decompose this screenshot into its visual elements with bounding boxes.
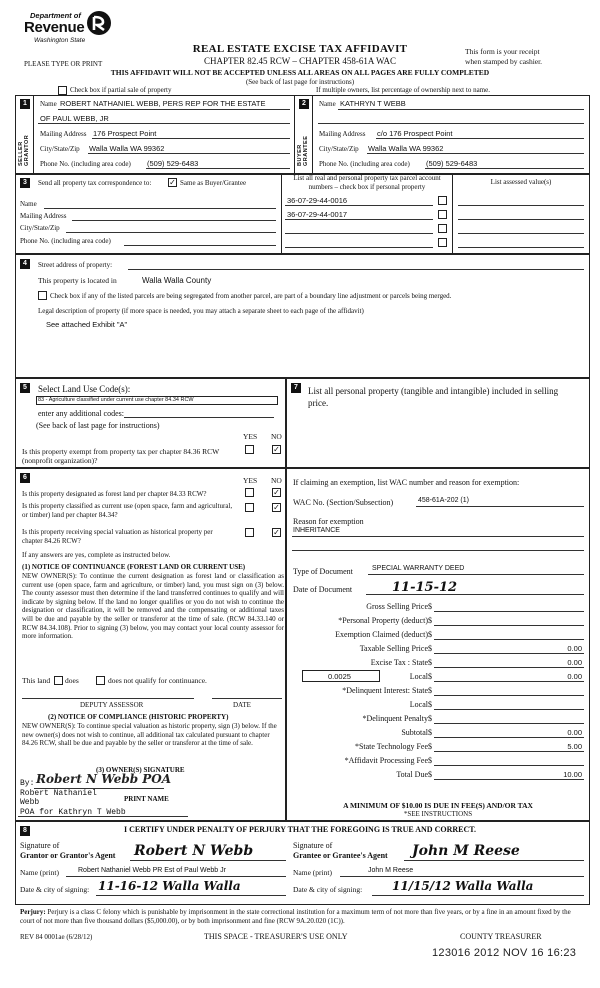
dollar-sign: $ bbox=[428, 714, 432, 723]
section-1-number: 1 bbox=[20, 99, 30, 109]
dollar-sign: $ bbox=[428, 602, 432, 611]
calc-row bbox=[292, 768, 586, 782]
perjury-label: Perjury: bbox=[20, 908, 46, 916]
land-use-code: 83 - Agriculture classified under current use chapter 84.34 RCW bbox=[38, 397, 194, 403]
grantor-name[interactable]: Robert Nathaniel Webb PR Est of Paul Webb Jr bbox=[78, 867, 226, 874]
county[interactable]: Walla Walla County bbox=[142, 276, 212, 285]
dollar-sign: $ bbox=[428, 644, 432, 653]
notice-2-title: (2) NOTICE OF COMPLIANCE (HISTORIC PROPERTY) bbox=[48, 713, 229, 721]
print-name-2: Webb bbox=[20, 798, 40, 807]
section-8-number: 8 bbox=[20, 826, 30, 836]
exempt-yes-checkbox[interactable] bbox=[245, 445, 254, 454]
corr-phone-label: Phone No. (including area code) bbox=[20, 237, 111, 245]
partial-sale-label: Check box if partial sale of property bbox=[70, 86, 172, 94]
exempt-no-checkbox[interactable]: ✓ bbox=[273, 445, 280, 454]
does-not-label: does not qualify for continuance. bbox=[108, 676, 207, 685]
calc-label: *Delinquent Penalty bbox=[362, 714, 428, 723]
certify-text: I CERTIFY UNDER PENALTY OF PERJURY THAT THE FOREGOING IS TRUE AND CORRECT. bbox=[123, 825, 476, 834]
form-title: REAL ESTATE EXCISE TAX AFFIDAVIT bbox=[192, 43, 408, 55]
perjury-block bbox=[20, 908, 586, 925]
calc-label: Local bbox=[409, 672, 428, 681]
grantee-sig-label-2: Grantee or Grantee's Agent bbox=[293, 851, 388, 860]
calc-row bbox=[292, 642, 586, 656]
section-6-number: 6 bbox=[20, 473, 30, 483]
section-5-number: 5 bbox=[20, 383, 30, 393]
legal-value[interactable]: See attached Exhibit "A" bbox=[46, 320, 128, 329]
seller-name-2[interactable]: OF PAUL WEBB, JR bbox=[40, 114, 109, 123]
grantee-signature[interactable]: John M Reese bbox=[412, 843, 520, 859]
section-3-number: 3 bbox=[20, 178, 30, 188]
calc-row bbox=[292, 670, 586, 684]
current-use-yes-checkbox[interactable] bbox=[245, 503, 254, 512]
calc-label: *Affidavit Processing Fee bbox=[344, 756, 428, 765]
minimum-note: A MINIMUM OF $10.00 IS DUE IN FEE(S) AND/OR TAX bbox=[343, 801, 533, 810]
perjury-text: Perjury is a class C felony which is punishable by imprisonment in the state correctional institution for a maximum term of not more than five years, or by a fine in an amount fixed by the court of not more than five thousand dollars ($5,000.00), or by both imprisonment and fine (RCW 9A.20.020 (1C)). bbox=[20, 908, 571, 925]
local-rate: 0.0025 bbox=[328, 672, 351, 681]
print-name-3: POA for Kathryn T Webb bbox=[20, 808, 126, 817]
corr-name-label: Name bbox=[20, 200, 37, 208]
parcel-2-checkbox[interactable] bbox=[438, 210, 447, 219]
exempt-question: Is this property exempt from property tax per chapter 84.36 RCW (nonprofit organization)? bbox=[22, 447, 220, 465]
current-use-question: Is this property classified as current use (open space, farm and agricultural, or timber) land per chapter 84.34? bbox=[22, 502, 233, 519]
if-yes-note: If any answers are yes, complete as instructed below. bbox=[22, 551, 171, 559]
buyer-side-label: BUYER GRANTEE bbox=[297, 135, 309, 166]
buyer-phone-label: Phone No. (including area code) bbox=[319, 160, 410, 168]
forest-yes-checkbox[interactable] bbox=[245, 488, 254, 497]
deputy-assessor-label: DEPUTY ASSESSOR bbox=[80, 701, 144, 709]
historic-yes-checkbox[interactable] bbox=[245, 528, 254, 537]
parcel-4-checkbox[interactable] bbox=[438, 238, 447, 247]
calc-label: *Delinquent Interest: State bbox=[342, 686, 428, 695]
calc-value[interactable]: 0.00 bbox=[567, 644, 582, 653]
legal-label: Legal description of property (if more space is needed, you may attach a separate sheet to each page of the affidavit) bbox=[38, 307, 364, 315]
parcel-3-checkbox[interactable] bbox=[438, 224, 447, 233]
does-label: does bbox=[65, 676, 79, 685]
print-name-label: PRINT NAME bbox=[124, 795, 169, 803]
doc-type-value[interactable]: SPECIAL WARRANTY DEED bbox=[372, 565, 465, 572]
personal-property-text: List all personal property (tangible and intangible) included in selling price. bbox=[308, 386, 559, 408]
logo-line-3: Washington State bbox=[34, 37, 86, 44]
notice-1-text: NEW OWNER(S): To continue the current designation as forest land or classification as current use (open space, farm and agriculture, or timber) land, you must sign on (3) below. The county assessor must then determine if the land transferred continues to qualify and will indicate by signing below. If the land no longer qualifies or you do not wish to continue the designation or classification, it will be removed and the compensating or additional taxes will be due and payable by the seller or transferor at the time of sale. (RCW 84.33.140 or RCW 84.34.108). Prior to signing (3) below, you may contact your local county assessor for more information. bbox=[22, 572, 284, 641]
dollar-sign: $ bbox=[428, 700, 432, 709]
seller-mailing[interactable]: 176 Prospect Point bbox=[93, 129, 157, 138]
form-subtitle: CHAPTER 82.45 RCW – CHAPTER 458-61A WAC bbox=[204, 56, 396, 66]
grantee-name-label: Name (print) bbox=[293, 868, 332, 877]
receipt-note-2: when stamped by cashier. bbox=[465, 57, 543, 66]
calc-row bbox=[292, 656, 586, 670]
logo-line-1: Department of bbox=[30, 11, 81, 20]
reason-label: Reason for exemption bbox=[293, 517, 364, 526]
buyer-phone[interactable]: (509) 529-6483 bbox=[426, 159, 478, 168]
notice-1-title: (1) NOTICE OF CONTINUANCE (FOREST LAND OR CURRENT USE) bbox=[22, 563, 246, 571]
historic-no-checkbox[interactable]: ✓ bbox=[273, 528, 280, 537]
by-label: By: bbox=[20, 779, 35, 788]
print-name-1: Robert Nathaniel bbox=[20, 789, 97, 798]
form-revision: REV 84 0001ae (6/28/12) bbox=[20, 933, 93, 941]
section-4-box bbox=[15, 254, 590, 378]
street-label: Street address of property: bbox=[38, 261, 113, 269]
dollar-sign: $ bbox=[428, 742, 432, 751]
calc-row bbox=[292, 684, 586, 698]
warning-text: THIS AFFIDAVIT WILL NOT BE ACCEPTED UNLESS ALL AREAS ON ALL PAGES ARE FULLY COMPLETED bbox=[110, 68, 490, 77]
multiple-owners-note: If multiple owners, list percentage of ownership next to name. bbox=[316, 86, 490, 94]
reason-value[interactable]: INHERITANCE bbox=[293, 527, 340, 534]
s6-yes-header: YES bbox=[243, 476, 258, 485]
does-checkbox[interactable] bbox=[54, 676, 63, 685]
parcel-1-checkbox[interactable] bbox=[438, 196, 447, 205]
grantor-date-label: Date & city of signing: bbox=[20, 885, 90, 894]
does-not-checkbox[interactable] bbox=[96, 676, 105, 685]
calc-row bbox=[292, 754, 586, 768]
historic-question: Is this property receiving special valuation as historical property per chapter 84.26 RCW? bbox=[22, 528, 213, 545]
notice-2-text: NEW OWNER(S): To continue special valuation as historic property, sign (3) below. If the new owner(s) does not wish to continue, all additional tax calculated pursuant to chapter 84.26 RCW, shall be due and payable by the seller or transferor at the time of sale. bbox=[22, 722, 277, 748]
logo-line-2: Revenue bbox=[24, 19, 85, 36]
calc-label: Taxable Selling Price bbox=[359, 644, 428, 653]
calc-label: Excise Tax : State bbox=[370, 658, 428, 667]
calc-value[interactable]: 0.00 bbox=[567, 658, 582, 667]
see-instructions: *SEE INSTRUCTIONS bbox=[403, 810, 473, 818]
dollar-sign: $ bbox=[428, 616, 432, 625]
buyer-city[interactable]: Walla Walla WA 99362 bbox=[368, 144, 444, 153]
calc-label: Subtotal bbox=[401, 728, 428, 737]
seller-side-label: SELLER GRANTOR bbox=[18, 134, 30, 166]
dollar-sign: $ bbox=[428, 686, 432, 695]
corr-mailing-label: Mailing Address bbox=[20, 212, 67, 220]
assessed-header: List assessed value(s) bbox=[490, 178, 552, 186]
additional-codes-label: enter any additional codes: bbox=[38, 409, 124, 418]
owner-signature[interactable]: Robert N Webb POA bbox=[36, 772, 172, 786]
buyer-mailing[interactable]: c/o 176 Prospect Point bbox=[377, 129, 453, 138]
calc-row bbox=[292, 740, 586, 754]
forest-question: Is this property designated as forest land per chapter 84.33 RCW? bbox=[22, 490, 207, 498]
calc-row bbox=[292, 726, 586, 740]
seller-city[interactable]: Walla Walla WA 99362 bbox=[89, 144, 165, 153]
wac-label: WAC No. (Section/Subsection) bbox=[293, 498, 394, 507]
land-use-title: Select Land Use Code(s): bbox=[38, 384, 131, 394]
s5-yes-header: YES bbox=[243, 432, 258, 441]
assessor-date-label: DATE bbox=[233, 701, 251, 709]
calc-table bbox=[292, 600, 586, 788]
calc-label: Gross Selling Price bbox=[366, 602, 428, 611]
section-4-number: 4 bbox=[20, 259, 30, 269]
buyer-mailing-label: Mailing Address bbox=[319, 130, 366, 138]
calc-row bbox=[292, 614, 586, 628]
calc-value[interactable]: 5.00 bbox=[567, 742, 582, 751]
grantor-signature[interactable]: Robert N Webb bbox=[134, 843, 254, 859]
calc-row bbox=[292, 600, 586, 614]
seller-phone[interactable]: (509) 529-6483 bbox=[147, 159, 199, 168]
county-treasurer: COUNTY TREASURER bbox=[460, 932, 542, 941]
calc-value[interactable]: 0.00 bbox=[567, 672, 582, 681]
calc-value[interactable]: 10.00 bbox=[563, 770, 582, 779]
grantee-date-label: Date & city of signing: bbox=[293, 885, 363, 894]
partial-sale-checkbox[interactable] bbox=[58, 86, 67, 95]
seller-name-label: Name bbox=[40, 100, 57, 108]
current-use-no-checkbox[interactable]: ✓ bbox=[273, 503, 280, 512]
this-land-label: This land bbox=[22, 676, 51, 685]
grantor-date-city[interactable]: 11-16-12 Walla Walla bbox=[98, 879, 241, 893]
grantor-sig-label-2: Grantor or Grantor's Agent bbox=[20, 851, 116, 860]
calc-label: *State Technology Fee bbox=[354, 742, 428, 751]
s5-no-header: NO bbox=[271, 432, 282, 441]
dollar-sign: $ bbox=[428, 672, 432, 681]
wac-value[interactable]: 458-61A-202 (1) bbox=[418, 497, 469, 504]
doc-date-value[interactable]: 11-15-12 bbox=[392, 580, 458, 595]
dor-logo-icon bbox=[86, 10, 112, 36]
see-back-note: (See back of last page for instructions) bbox=[245, 78, 355, 86]
grantor-name-label: Name (print) bbox=[20, 868, 59, 877]
parcel-2[interactable]: 36-07-29-44-0017 bbox=[287, 210, 348, 219]
located-label: This property is located in bbox=[38, 276, 117, 285]
buyer-city-label: City/State/Zip bbox=[319, 145, 359, 153]
receipt-note-1: This form is your receipt bbox=[465, 47, 540, 56]
same-as-buyer-checkbox[interactable]: ✓ bbox=[169, 178, 176, 187]
exemption-question: If claiming an exemption, list WAC number and reason for exemption: bbox=[293, 478, 520, 487]
calc-label: Total Due bbox=[396, 770, 428, 779]
grantee-date-city[interactable]: 11/15/12 Walla Walla bbox=[392, 879, 534, 893]
dollar-sign: $ bbox=[428, 728, 432, 737]
parcel-1[interactable]: 36-07-29-44-0016 bbox=[287, 196, 348, 205]
dollar-sign: $ bbox=[428, 770, 432, 779]
forest-no-checkbox[interactable]: ✓ bbox=[273, 488, 280, 497]
corr-city-label: City/State/Zip bbox=[20, 224, 60, 232]
calc-label: *Personal Property (deduct) bbox=[338, 616, 428, 625]
doc-type-label: Type of Document bbox=[293, 567, 353, 576]
section-2-number: 2 bbox=[299, 99, 309, 109]
parcel-header: List all real and personal property tax parcel account numbers – check box if personal property bbox=[293, 174, 441, 191]
seller-phone-label: Phone No. (including area code) bbox=[40, 160, 131, 168]
doc-date-label: Date of Document bbox=[293, 585, 353, 594]
seller-mailing-label: Mailing Address bbox=[40, 130, 87, 138]
correspondence-label: Send all property tax correspondence to: bbox=[38, 179, 152, 187]
segregated-label: Check box if any of the listed parcels are being segregated from another parcel, are part of a boundary line adjustment or parcels being merged. bbox=[50, 292, 452, 300]
s6-no-header: NO bbox=[271, 476, 282, 485]
owner-signature-title: (3) OWNER(S) SIGNATURE bbox=[96, 766, 185, 774]
dollar-sign: $ bbox=[428, 658, 432, 667]
dollar-sign: $ bbox=[428, 756, 432, 765]
calc-value[interactable]: 0.00 bbox=[567, 728, 582, 737]
buyer-name-label: Name bbox=[319, 100, 336, 108]
dollar-sign: $ bbox=[428, 630, 432, 639]
section-7-number: 7 bbox=[291, 383, 301, 393]
please-type: PLEASE TYPE OR PRINT bbox=[24, 60, 103, 68]
segregated-checkbox[interactable] bbox=[38, 291, 47, 300]
calc-label: Local bbox=[409, 700, 428, 709]
seller-city-label: City/State/Zip bbox=[40, 145, 80, 153]
calc-row bbox=[292, 698, 586, 712]
buyer-name[interactable]: KATHRYN T WEBB bbox=[340, 99, 406, 108]
grantor-sig-label-1: Signature of bbox=[20, 841, 60, 850]
cashier-stamp: 123016 2012 NOV 16 16:23 bbox=[432, 947, 577, 959]
land-use-see-back: (See back of last page for instructions) bbox=[36, 421, 160, 430]
same-as-buyer-label: Same as Buyer/Grantee bbox=[180, 179, 247, 187]
seller-name-1[interactable]: ROBERT NATHANIEL WEBB, PERS REP FOR THE ESTATE bbox=[60, 99, 266, 108]
grantee-name[interactable]: John M Reese bbox=[368, 867, 414, 874]
calc-row bbox=[292, 712, 586, 726]
calc-row bbox=[292, 628, 586, 642]
calc-label: Exemption Claimed (deduct) bbox=[335, 630, 428, 639]
treasurer-space: THIS SPACE - TREASURER'S USE ONLY bbox=[204, 932, 348, 941]
grantee-sig-label-1: Signature of bbox=[293, 841, 333, 850]
